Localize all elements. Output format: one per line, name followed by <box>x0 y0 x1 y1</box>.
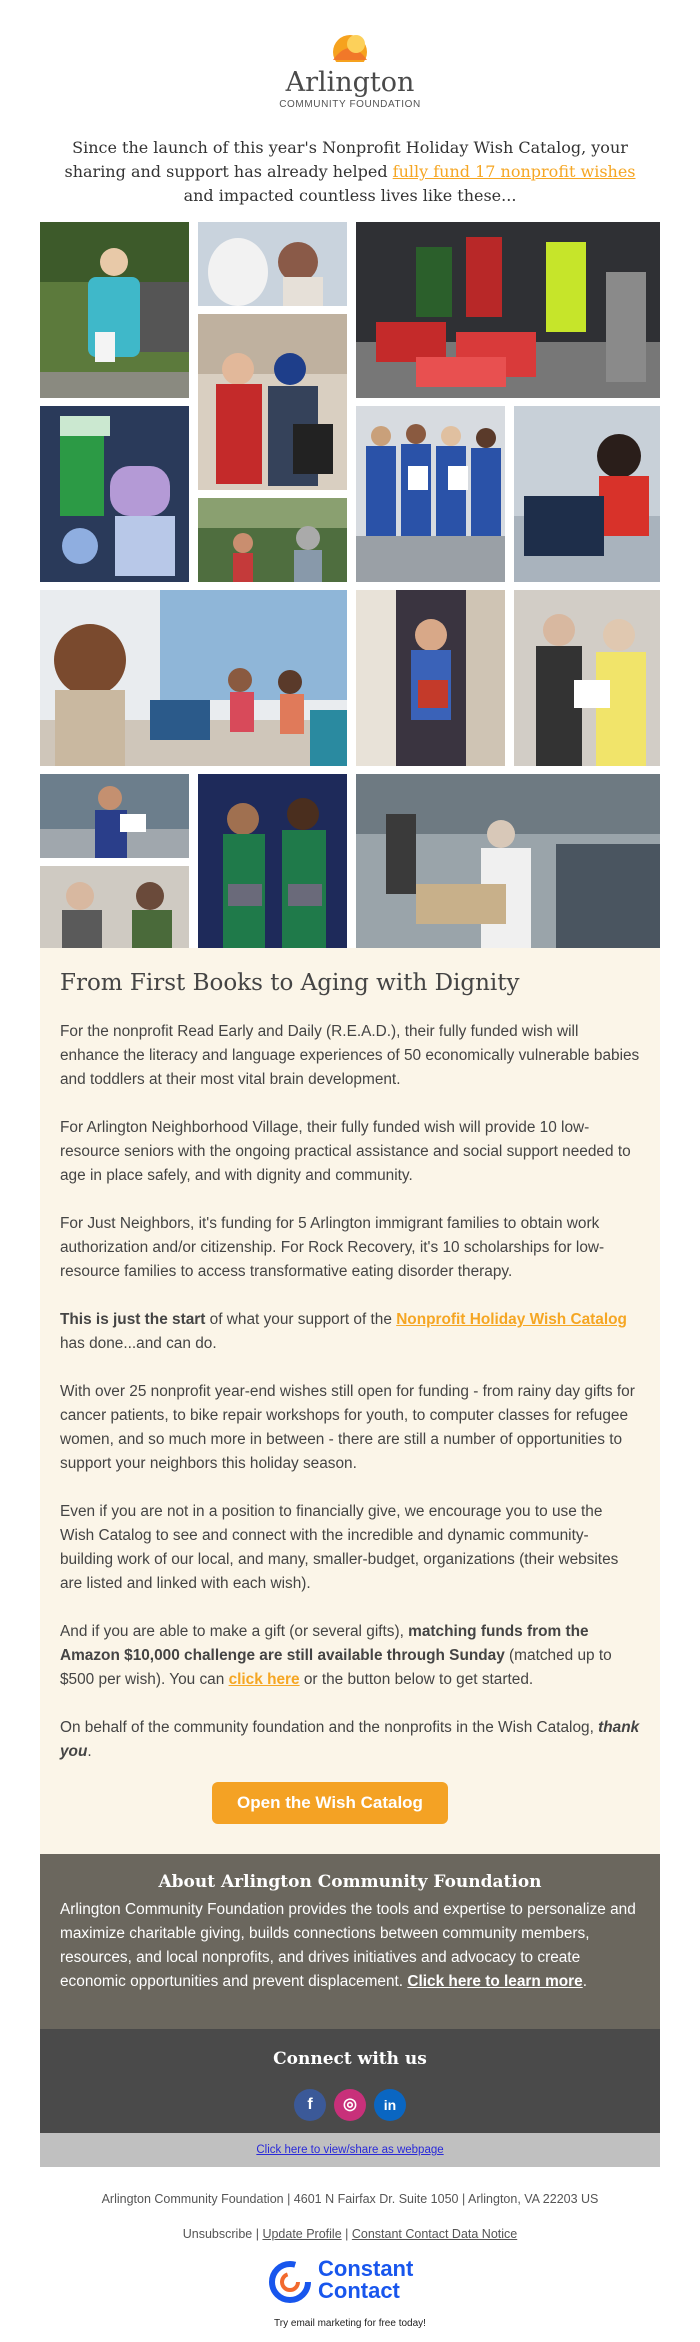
intro-text-start: Since the launch of this year's Nonprofit Holiday Wish Catalog, your sharing and support has already helped <box>64 138 628 181</box>
just-the-start-paragraph <box>60 1308 640 1356</box>
connect-paragraph: Even if you are not in a position to financially give, we encourage you to use the Wish Catalog to see and connect with the incredible and dynamic community-building work of our local, and many, smaller-budget, organizations (their websites are listed and linked with each wish). <box>60 1503 619 1592</box>
instagram-icon[interactable]: ◎ <box>334 2089 366 2121</box>
footer-separator: | <box>341 2227 352 2241</box>
matching-mid: (matched up to $500 per wish). You can <box>60 1647 612 1688</box>
linkedin-icon[interactable]: in <box>374 2089 406 2121</box>
matching-funds-bold: matching funds from the Amazon $10,000 challenge are still available through Sunday <box>60 1623 589 1664</box>
photo-community-meeting <box>40 590 347 766</box>
webpage-bar <box>40 2133 660 2167</box>
open-wish-catalog-button[interactable]: Open the Wish Catalog <box>212 1782 448 1824</box>
photo-medical-exam <box>198 222 347 306</box>
footer-address: Arlington Community Foundation | 4601 N Fairfax Dr. Suite 1050 | Arlington, VA 22203 US <box>101 2192 599 2206</box>
just-the-start-mid: of what your support of the <box>205 1311 397 1328</box>
footer-separator: | <box>252 2227 263 2241</box>
matching-start: And if you are able to make a gift (or several gifts), <box>60 1623 409 1640</box>
photo-dental-clinic <box>356 774 660 948</box>
open-wishes-paragraph: With over 25 nonprofit year-end wishes still open for funding - from rainy day gifts for cancer patients, to bike repair workshops for youth, to computer classes for refugee women, and so much more in between - there are still a number of opportunities to support your neighbors this holiday season. <box>60 1383 635 1472</box>
neighborhood-village-paragraph: For Arlington Neighborhood Village, their fully funded wish will provide 10 low-resource seniors with the ongoing practical assistance and social support needed to age in place safely, and with dignity and community. <box>60 1119 631 1184</box>
cc-line-1: Constant <box>318 2256 414 2281</box>
photo-volunteers-bags <box>198 314 347 490</box>
connect-section <box>40 2029 660 2133</box>
logo-subtitle: COMMUNITY FOUNDATION <box>279 99 421 110</box>
constant-contact-swirl-icon <box>268 2260 312 2304</box>
photo-thank-you-group <box>356 406 505 582</box>
data-notice-link[interactable]: Constant Contact Data Notice <box>351 2227 518 2241</box>
just-neighbors-paragraph: For Just Neighbors, it's funding for 5 Arlington immigrant families to obtain work authorization and/or citizenship. For Rock Recovery, it's 10 scholarships for low-resource families to access transformative eating disorder therapy. <box>60 1215 605 1280</box>
read-wish-paragraph: For the nonprofit Read Early and Daily (R.E.A.D.), their fully funded wish will enhance the literacy and language experiences of 50 economically vulnerable babies and toddlers at their most vital brain development. <box>60 1023 640 1088</box>
about-title: About Arlington Community Foundation <box>158 1872 542 1892</box>
photo-computer-class <box>40 866 189 948</box>
foundation-logo[interactable] <box>0 30 700 112</box>
photo-senior-with-bag <box>40 222 189 398</box>
cc-line-2: Contact <box>318 2278 400 2303</box>
photo-graduates <box>198 774 347 948</box>
sunrise-logo-icon <box>323 30 377 70</box>
photo-gift-packing <box>356 222 660 398</box>
thank-you-end: . <box>87 1743 92 1760</box>
photo-bike-shop <box>356 590 505 766</box>
thank-you-paragraph <box>60 1716 640 1764</box>
constant-contact-wordmark <box>318 2258 413 2302</box>
photo-seniors-with-sign <box>514 590 660 766</box>
about-description: Arlington Community Foundation provides the tools and expertise to personalize and maximize charitable giving, builds connections between community members, resources, and local nonprofits, and drives initiatives and advocacy to create economic opportunities and prevent displacement. <box>60 1901 636 1990</box>
unsubscribe-link[interactable]: Unsubscribe <box>182 2227 253 2241</box>
just-the-start-end: has done...and can do. <box>60 1335 217 1352</box>
facebook-icon[interactable]: f <box>294 2089 326 2121</box>
about-text <box>60 1898 640 1994</box>
story-body <box>60 1020 640 1788</box>
matching-funds-paragraph <box>60 1620 640 1692</box>
fully-fund-link[interactable]: fully fund 17 nonprofit wishes <box>392 162 636 181</box>
constant-contact-logo[interactable] <box>268 2258 438 2312</box>
about-section <box>40 1854 660 2029</box>
logo-name: Arlington <box>285 67 415 98</box>
photo-books-and-toys <box>40 406 189 582</box>
click-here-link[interactable]: click here <box>228 1671 300 1688</box>
photo-child-reading <box>514 406 660 582</box>
learn-more-link[interactable]: Click here to learn more <box>407 1973 583 1990</box>
intro-text <box>55 136 645 208</box>
photo-garden-visit <box>198 498 347 582</box>
constant-contact-tagline[interactable]: Try email marketing for free today! <box>274 2318 426 2329</box>
thank-you-emphasis: thank you <box>60 1719 640 1760</box>
story-section <box>40 948 660 1854</box>
wish-catalog-link[interactable]: Nonprofit Holiday Wish Catalog <box>396 1311 627 1328</box>
view-as-webpage-link[interactable]: Click here to view/share as webpage <box>256 2144 444 2156</box>
thank-you-start: On behalf of the community foundation and the nonprofits in the Wish Catalog, <box>60 1719 599 1736</box>
matching-end: or the button below to get started. <box>299 1671 534 1688</box>
connect-title: Connect with us <box>273 2049 427 2069</box>
just-the-start-bold: This is just the start <box>60 1311 206 1328</box>
story-title: From First Books to Aging with Dignity <box>60 970 520 996</box>
intro-text-end: and impacted countless lives like these... <box>183 186 517 205</box>
photo-youth-with-certificate <box>40 774 189 858</box>
about-end: . <box>582 1973 587 1990</box>
update-profile-link[interactable]: Update Profile <box>262 2227 342 2241</box>
footer-links <box>0 2227 700 2241</box>
